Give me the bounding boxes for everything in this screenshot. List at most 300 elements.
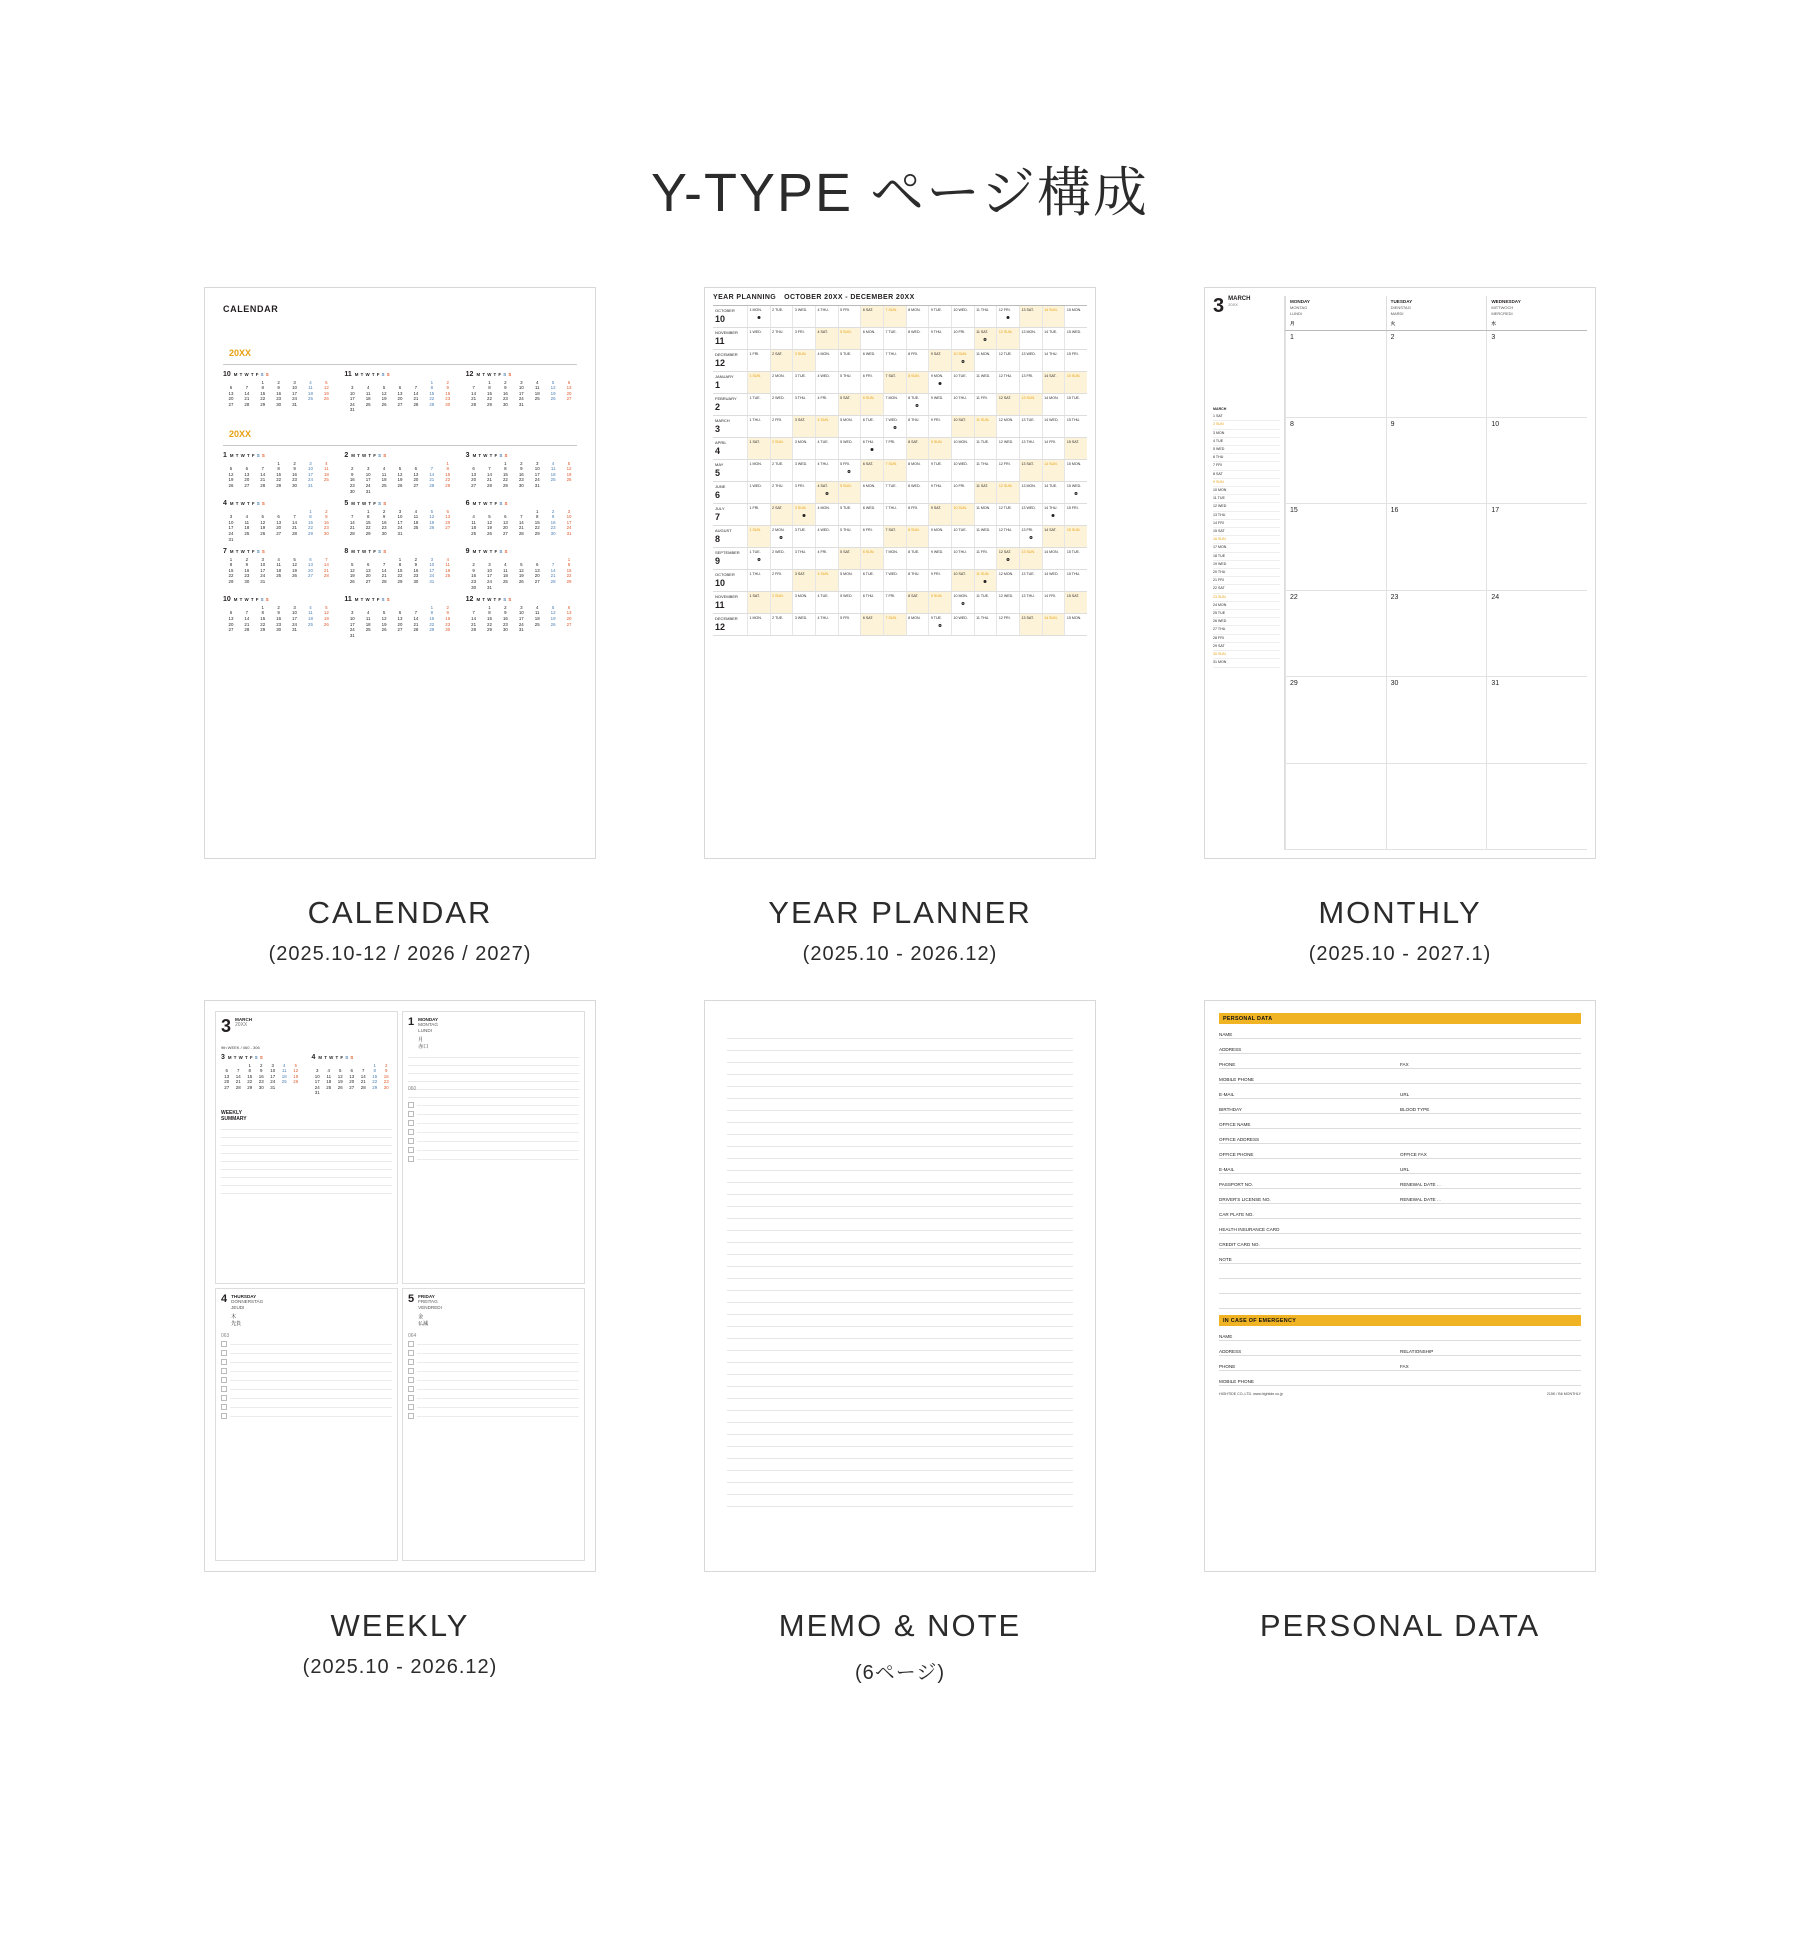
ruled-line[interactable] (417, 1397, 579, 1399)
checkbox-icon[interactable] (408, 1386, 414, 1392)
ruled-line[interactable] (230, 1397, 392, 1399)
mini-date: 31 (292, 401, 297, 407)
mini-date: 27 (397, 401, 403, 407)
monthly-date-cell[interactable] (1386, 418, 1487, 505)
checkbox-icon[interactable] (408, 1359, 414, 1365)
calendar-thumbnail[interactable] (204, 287, 596, 859)
year-planner-day: 11 MON. (976, 505, 991, 510)
checkbox-icon[interactable] (221, 1395, 227, 1401)
monthly-side-day[interactable]: 31 MON (1213, 659, 1280, 667)
monthly-side-day[interactable]: 10 MON (1213, 487, 1280, 495)
checklist-row[interactable] (408, 1154, 579, 1163)
moon-phase-icon (757, 316, 760, 319)
mini-date: 16 (292, 471, 297, 477)
ruled-line[interactable] (221, 1186, 392, 1194)
ruled-line[interactable] (727, 1111, 1073, 1123)
ruled-line[interactable] (408, 1050, 579, 1058)
ruled-line[interactable] (230, 1415, 392, 1417)
weekly-thumbnail[interactable] (204, 1000, 596, 1572)
year-planner-day: 13 MON. (1021, 329, 1036, 334)
checklist-row[interactable] (408, 1109, 579, 1118)
monthly-side-day[interactable]: 11 TUE (1213, 495, 1280, 503)
form-field-row[interactable] (1219, 1024, 1581, 1039)
mini-date: 31 (292, 627, 297, 633)
mini-date: 31 (365, 488, 371, 494)
ruled-line[interactable] (417, 1370, 579, 1372)
form-field-row[interactable] (1219, 1069, 1581, 1084)
weekly-day-checklist[interactable] (408, 1100, 579, 1163)
checkbox-icon[interactable] (221, 1386, 227, 1392)
monthly-side-day[interactable]: 3 MON (1213, 430, 1280, 438)
ruled-line[interactable] (727, 1495, 1073, 1507)
ruled-line[interactable] (727, 1267, 1073, 1279)
checklist-row[interactable] (408, 1145, 579, 1154)
ruled-line[interactable] (727, 1447, 1073, 1459)
ruled-line[interactable] (221, 1122, 392, 1130)
monthly-side-day[interactable]: 26 WED (1213, 618, 1280, 626)
year-planner-row[interactable] (713, 394, 1087, 416)
year-planner-row[interactable] (713, 372, 1087, 394)
mini-weekday: S (260, 597, 264, 603)
checkbox-icon[interactable] (408, 1341, 414, 1347)
year-planner-month-number: 10 (715, 314, 726, 324)
year-planner-day: 9 FRI. (930, 571, 941, 576)
monthly-date-cell[interactable] (1285, 677, 1386, 764)
checklist-row[interactable] (221, 1402, 392, 1411)
checklist-row[interactable] (221, 1357, 392, 1366)
ruled-line[interactable] (221, 1130, 392, 1138)
ruled-line[interactable] (727, 1231, 1073, 1243)
subcaption-weekly: (2025.10 - 2026.12) (302, 1656, 498, 1678)
ruled-line[interactable] (221, 1138, 392, 1146)
year-planner-day: 6 MON. (862, 329, 876, 334)
year-planner-day: 6 TUE. (862, 417, 874, 422)
monthly-side-day[interactable]: 7 FRI (1213, 462, 1280, 470)
checkbox-icon[interactable] (408, 1120, 414, 1126)
ruled-line[interactable] (417, 1158, 579, 1160)
mini-weekday: S (381, 597, 385, 603)
mini-month (223, 452, 334, 494)
ruled-line[interactable] (727, 1315, 1073, 1327)
monthly-side-day[interactable]: 1 SAT (1213, 413, 1280, 421)
checklist-row[interactable] (221, 1384, 392, 1393)
form-field-row[interactable] (1219, 1326, 1581, 1341)
mini-date: 3 (271, 1062, 274, 1068)
year-planner-row[interactable] (713, 504, 1087, 526)
year-planner-row[interactable] (713, 548, 1087, 570)
ruled-line[interactable] (417, 1149, 579, 1151)
checklist-row[interactable] (408, 1375, 579, 1384)
mini-weekday: M (233, 372, 238, 377)
mini-date: 17 (487, 573, 492, 579)
checklist-row[interactable] (408, 1118, 579, 1127)
monthly-date-cell[interactable] (1285, 591, 1386, 678)
checklist-row[interactable] (408, 1357, 579, 1366)
monthly-side-day[interactable]: 23 SUN (1213, 594, 1280, 602)
form-field-row[interactable] (1219, 1084, 1581, 1099)
ruled-line[interactable] (727, 1387, 1073, 1399)
mini-date: 29 (445, 482, 451, 488)
ruled-line[interactable] (417, 1406, 579, 1408)
mini-date: 28 (323, 573, 329, 579)
checkbox-icon[interactable] (221, 1341, 227, 1347)
monthly-date-cell[interactable] (1386, 331, 1487, 418)
ruled-line[interactable] (727, 1075, 1073, 1087)
ruled-line[interactable] (417, 1379, 579, 1381)
form-field-row[interactable] (1219, 1341, 1581, 1356)
ruled-line[interactable] (727, 1411, 1073, 1423)
monthly-date-cell[interactable] (1386, 504, 1487, 591)
checklist-row[interactable] (408, 1136, 579, 1145)
ruled-line[interactable] (221, 1146, 392, 1154)
checklist-row[interactable] (221, 1375, 392, 1384)
ruled-line[interactable] (230, 1406, 392, 1408)
ruled-line[interactable] (727, 1327, 1073, 1339)
mini-date: 8 (398, 562, 402, 568)
checkbox-icon[interactable] (408, 1102, 414, 1108)
mini-date: 5 (325, 604, 328, 610)
ruled-line[interactable] (230, 1361, 392, 1363)
checklist-row[interactable] (408, 1127, 579, 1136)
mini-date: 16 (383, 1073, 389, 1079)
ruled-line[interactable] (408, 1090, 579, 1098)
monthly-side-day[interactable]: 8 SAT (1213, 471, 1280, 479)
mini-date: 2 (520, 460, 523, 466)
ruled-line[interactable] (417, 1113, 579, 1115)
ruled-line[interactable] (727, 1375, 1073, 1387)
mini-date: 18 (365, 396, 371, 402)
form-field-row[interactable] (1219, 1189, 1581, 1204)
ruled-line[interactable] (727, 1099, 1073, 1111)
mini-date: 26 (566, 477, 572, 483)
ruled-line[interactable] (727, 1051, 1073, 1063)
checkbox-icon[interactable] (221, 1368, 227, 1374)
checklist-row[interactable] (408, 1393, 579, 1402)
mini-date: 15 (260, 615, 266, 621)
ruled-line[interactable] (727, 1087, 1073, 1099)
ruled-line[interactable] (408, 1074, 579, 1082)
ruled-line[interactable] (727, 1135, 1073, 1147)
moon-phase-icon (1052, 514, 1055, 517)
mini-date: 7 (414, 610, 418, 616)
checklist-row[interactable] (221, 1339, 392, 1348)
year-planner-row[interactable] (713, 570, 1087, 592)
ruled-line[interactable] (230, 1379, 392, 1381)
monthly-date-number: 8 (1290, 420, 1294, 428)
ruled-line[interactable] (221, 1178, 392, 1186)
mini-date: 31 (518, 401, 524, 407)
monthly-side-day[interactable]: 24 MON (1213, 602, 1280, 610)
ruled-line[interactable] (417, 1388, 579, 1390)
ruled-line[interactable] (727, 1039, 1073, 1051)
form-field-row[interactable] (1219, 1371, 1581, 1386)
memo-note-thumbnail[interactable] (704, 1000, 1096, 1572)
year-planner-row[interactable] (713, 482, 1087, 504)
mini-date: 5 (293, 556, 296, 562)
ruled-line[interactable] (417, 1131, 579, 1133)
ruled-line[interactable] (727, 1123, 1073, 1135)
mini-weekday: T (478, 501, 482, 507)
monthly-side-day[interactable]: 30 SUN (1213, 651, 1280, 659)
weekly-day-checklist[interactable] (408, 1339, 579, 1420)
monthly-date-cell[interactable] (1486, 677, 1587, 764)
monthly-date-cell[interactable] (1285, 504, 1386, 591)
mini-date: 6 (472, 466, 475, 472)
checkbox-icon[interactable] (221, 1413, 227, 1419)
monthly-thumbnail[interactable] (1204, 287, 1596, 859)
form-field-label (1400, 1384, 1581, 1385)
ruled-line[interactable] (727, 1183, 1073, 1195)
mini-date: 8 (229, 562, 233, 568)
mini-date: 7 (472, 385, 475, 391)
mini-date: 18 (534, 390, 540, 396)
form-field-row[interactable] (1219, 1249, 1581, 1264)
year-planner-row[interactable] (713, 614, 1087, 636)
mini-date: 7 (237, 1068, 240, 1074)
checklist-row[interactable] (408, 1402, 579, 1411)
checklist-row[interactable] (408, 1348, 579, 1357)
checkbox-icon[interactable] (408, 1129, 414, 1135)
form-field-label: OFFICE NAME (1219, 1122, 1251, 1127)
ruled-line[interactable] (221, 1162, 392, 1170)
form-field-row[interactable] (1219, 1099, 1581, 1114)
checklist-row[interactable] (221, 1366, 392, 1375)
form-field-label: BIRTHDAY (1219, 1107, 1242, 1112)
monthly-date-cell[interactable] (1386, 591, 1487, 678)
ruled-line[interactable] (230, 1370, 392, 1372)
monthly-date-cell[interactable] (1486, 591, 1587, 678)
monthly-date-cell[interactable] (1486, 418, 1587, 505)
checklist-row[interactable] (408, 1384, 579, 1393)
ruled-line[interactable] (230, 1388, 392, 1390)
form-field-row[interactable] (1219, 1039, 1581, 1054)
mini-weekday: F (255, 372, 259, 377)
monthly-date-cell[interactable] (1486, 764, 1587, 851)
form-field-row[interactable] (1219, 1264, 1581, 1279)
form-field-label: PHONE (1219, 1062, 1236, 1067)
form-field-row[interactable] (1219, 1356, 1581, 1371)
checklist-row[interactable] (408, 1339, 579, 1348)
mini-date: 24 (534, 477, 540, 483)
monthly-date-cell[interactable] (1486, 504, 1587, 591)
mini-date: 21 (413, 621, 419, 627)
mini-date: 3 (309, 460, 312, 466)
monthly-date-cell[interactable] (1285, 418, 1386, 505)
ruled-line[interactable] (417, 1361, 579, 1363)
year-planner-day: 13 WED. (1021, 351, 1036, 356)
monthly-date-cell[interactable] (1486, 331, 1587, 418)
monthly-side-day[interactable]: 21 FRI (1213, 577, 1280, 585)
ruled-line[interactable] (727, 1063, 1073, 1075)
ruled-line[interactable] (727, 1243, 1073, 1255)
monthly-side-day[interactable]: 27 THU (1213, 626, 1280, 634)
checklist-row[interactable] (221, 1348, 392, 1357)
checklist-row[interactable] (221, 1393, 392, 1402)
mini-date: 1 (248, 1062, 251, 1068)
ruled-line[interactable] (408, 1082, 579, 1090)
mini-weekday: T (360, 597, 364, 603)
ruled-line[interactable] (727, 1303, 1073, 1315)
checklist-row[interactable] (221, 1411, 392, 1420)
monthly-date-cell[interactable] (1285, 331, 1386, 418)
monthly-side-day[interactable]: 29 SAT (1213, 643, 1280, 651)
monthly-side-day[interactable]: 9 SUN (1213, 479, 1280, 487)
year-planner-row[interactable] (713, 438, 1087, 460)
ruled-line[interactable] (727, 1147, 1073, 1159)
checklist-row[interactable] (408, 1100, 579, 1109)
mini-date: 25 (471, 531, 477, 536)
ruled-line[interactable] (727, 1423, 1073, 1435)
ruled-line[interactable] (727, 1459, 1073, 1471)
year-planner-month-number: 12 (715, 358, 726, 368)
ruled-line[interactable] (727, 1159, 1073, 1171)
year-planner-row[interactable] (713, 328, 1087, 350)
year-planner-row[interactable] (713, 416, 1087, 438)
year-planner-row[interactable] (713, 526, 1087, 548)
mini-date: 20 (224, 1079, 230, 1085)
ruled-line[interactable] (727, 1171, 1073, 1183)
year-planner-row[interactable] (713, 306, 1087, 328)
checkbox-icon[interactable] (408, 1377, 414, 1383)
form-field-row[interactable] (1219, 1219, 1581, 1234)
year-planner-row[interactable] (713, 460, 1087, 482)
form-field-row[interactable] (1219, 1159, 1581, 1174)
ruled-line[interactable] (727, 1435, 1073, 1447)
personal-data-thumbnail[interactable] (1204, 1000, 1596, 1572)
checkbox-icon[interactable] (221, 1377, 227, 1383)
mini-weekday: T (250, 597, 254, 603)
monthly-date-cell[interactable] (1386, 764, 1487, 851)
ruled-line[interactable] (727, 1339, 1073, 1351)
ruled-line[interactable] (417, 1122, 579, 1124)
monthly-side-day[interactable]: 22 SAT (1213, 585, 1280, 593)
monthly-side-day[interactable]: 4 TUE (1213, 438, 1280, 446)
ruled-line[interactable] (727, 1291, 1073, 1303)
form-field-row[interactable] (1219, 1279, 1581, 1294)
monthly-side-day[interactable]: 13 THU (1213, 512, 1280, 520)
year-planner-thumbnail[interactable] (704, 287, 1096, 859)
memo-ruled-lines[interactable] (705, 1001, 1095, 1571)
ruled-line[interactable] (417, 1104, 579, 1106)
weekly-summary-lines[interactable] (221, 1122, 392, 1194)
ruled-line[interactable] (727, 1219, 1073, 1231)
monthly-side-day[interactable]: 5 WED (1213, 446, 1280, 454)
ruled-line[interactable] (417, 1352, 579, 1354)
ruled-line[interactable] (408, 1066, 579, 1074)
year-planner-day: 8 FRI. (908, 351, 918, 356)
year-planner-day: 4 SAT. (817, 483, 828, 488)
form-field-row[interactable] (1219, 1054, 1581, 1069)
mini-date: 13 (566, 610, 572, 616)
ruled-line[interactable] (727, 1483, 1073, 1495)
monthly-side-day[interactable]: 17 MON (1213, 544, 1280, 552)
monthly-side-day[interactable]: 6 THU (1213, 454, 1280, 462)
ruled-line[interactable] (727, 1255, 1073, 1267)
monthly-side-day[interactable]: 28 FRI (1213, 635, 1280, 643)
monthly-weekday-cell: TUESDAY DIENSTAG MARDI 火 (1386, 296, 1487, 330)
monthly-date-cell[interactable] (1285, 764, 1386, 851)
ruled-line[interactable] (727, 1207, 1073, 1219)
monthly-date-number: 1 (1290, 334, 1294, 341)
checkbox-icon[interactable] (221, 1359, 227, 1365)
mini-date: 4 (277, 556, 280, 562)
weekly-day-lines[interactable] (408, 1050, 579, 1098)
year-planner-row[interactable] (713, 592, 1087, 614)
ruled-line[interactable] (727, 1363, 1073, 1375)
checklist-row[interactable] (408, 1411, 579, 1420)
checkbox-icon[interactable] (221, 1404, 227, 1410)
monthly-side-day[interactable]: 15 SAT (1213, 528, 1280, 536)
checkbox-icon[interactable] (408, 1111, 414, 1117)
year-planner-day: 8 TUE. (908, 549, 920, 554)
checkbox-icon[interactable] (408, 1395, 414, 1401)
checkbox-icon[interactable] (408, 1413, 414, 1419)
checkbox-icon[interactable] (408, 1138, 414, 1144)
form-field-row[interactable] (1219, 1294, 1581, 1309)
mini-date: 26 (228, 482, 234, 488)
mini-weekday: T (489, 549, 493, 555)
weekly-day-checklist[interactable] (221, 1339, 392, 1420)
year-planner-row[interactable] (713, 350, 1087, 372)
year-planner-day: 13 TUE. (1021, 571, 1035, 576)
monthly-date-cell[interactable] (1386, 677, 1487, 764)
ruled-line[interactable] (727, 1195, 1073, 1207)
checkbox-icon[interactable] (408, 1156, 414, 1162)
ruled-line[interactable] (230, 1352, 392, 1354)
monthly-side-day[interactable]: 2 SUN (1213, 421, 1280, 429)
mini-date: 9 (293, 466, 296, 472)
checkbox-icon[interactable] (408, 1404, 414, 1410)
checkbox-icon[interactable] (408, 1368, 414, 1374)
ruled-line[interactable] (417, 1415, 579, 1417)
ruled-line[interactable] (221, 1170, 392, 1178)
form-field-row[interactable] (1219, 1204, 1581, 1219)
ruled-line[interactable] (727, 1471, 1073, 1483)
checkbox-icon[interactable] (221, 1350, 227, 1356)
ruled-line[interactable] (221, 1154, 392, 1162)
form-field-row[interactable] (1219, 1174, 1581, 1189)
ruled-line[interactable] (727, 1351, 1073, 1363)
checkbox-icon[interactable] (408, 1147, 414, 1153)
ruled-line[interactable] (408, 1058, 579, 1066)
year-planner-day: 2 SAT. (772, 351, 783, 356)
form-field-row[interactable] (1219, 1129, 1581, 1144)
emergency-fields[interactable] (1219, 1326, 1581, 1386)
monthly-side-day[interactable]: 20 THU (1213, 569, 1280, 577)
ruled-line[interactable] (417, 1140, 579, 1142)
ruled-line[interactable] (727, 1279, 1073, 1291)
ruled-line[interactable] (727, 1027, 1073, 1039)
ruled-line[interactable] (417, 1343, 579, 1345)
form-field-row[interactable] (1219, 1234, 1581, 1249)
ruled-line[interactable] (727, 1399, 1073, 1411)
monthly-side-day[interactable]: 18 TUE (1213, 553, 1280, 561)
year-planner-day: 3 WED. (794, 615, 808, 620)
checkbox-icon[interactable] (408, 1350, 414, 1356)
form-field-row[interactable] (1219, 1114, 1581, 1129)
monthly-side-day[interactable]: 14 FRI (1213, 520, 1280, 528)
monthly-side-day[interactable]: 16 SUN (1213, 536, 1280, 544)
monthly-side-day[interactable]: 25 TUE (1213, 610, 1280, 618)
ruled-line[interactable] (230, 1343, 392, 1345)
year-planner-day: 6 SAT. (862, 615, 874, 620)
personal-data-fields[interactable] (1219, 1024, 1581, 1309)
mini-date: 2 (414, 556, 418, 562)
monthly-side-day[interactable]: 19 WED (1213, 561, 1280, 569)
form-field-row[interactable] (1219, 1144, 1581, 1159)
checklist-row[interactable] (408, 1366, 579, 1375)
monthly-side-day[interactable]: 12 WED (1213, 503, 1280, 511)
